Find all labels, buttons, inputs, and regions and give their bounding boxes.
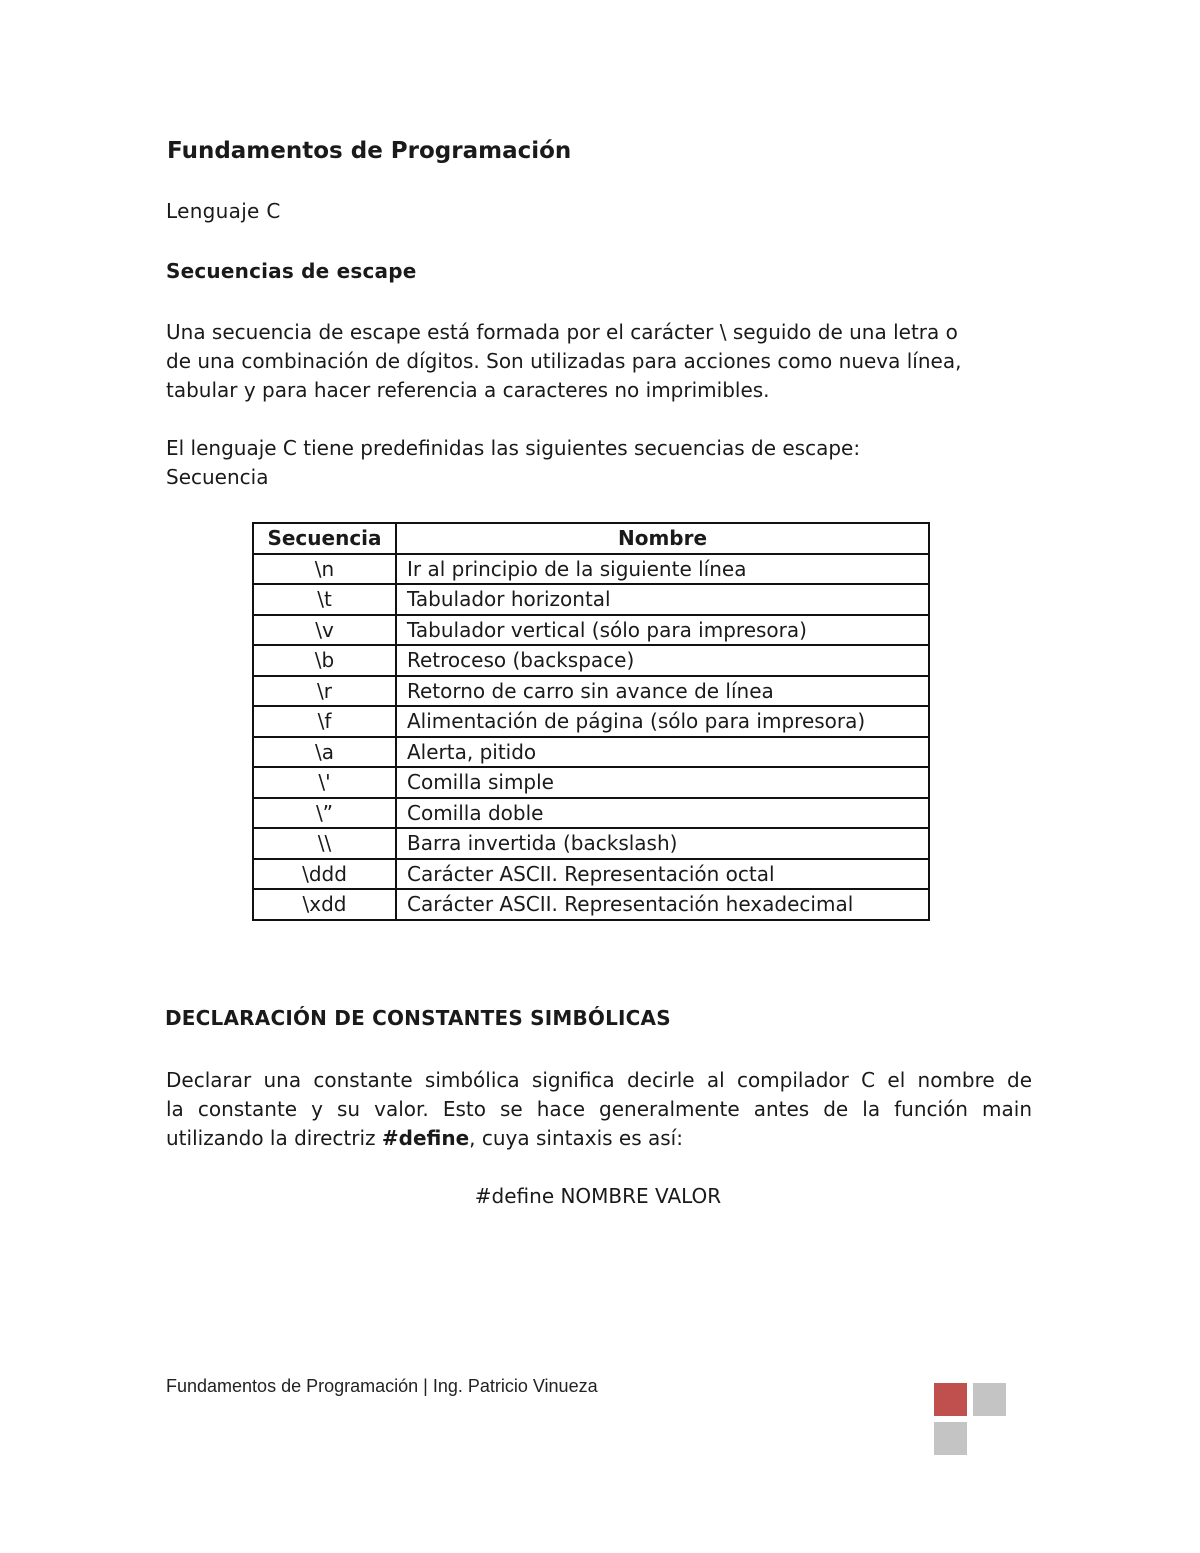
table-row bbox=[253, 859, 929, 890]
paragraph-line: Secuencia bbox=[166, 465, 269, 489]
sequence-cell: \t bbox=[253, 584, 396, 615]
define-keyword: #define bbox=[381, 1126, 470, 1150]
name-cell: Comilla doble bbox=[396, 798, 929, 829]
table-row bbox=[253, 706, 929, 737]
sequence-cell: \n bbox=[253, 554, 396, 585]
name-cell: Ir al principio de la siguiente línea bbox=[396, 554, 929, 585]
gray-square-icon bbox=[973, 1383, 1006, 1416]
predefined-intro-paragraph bbox=[166, 434, 860, 492]
paragraph-line: la constante y su valor. Esto se hace generalmente antes de la función main bbox=[166, 1097, 1032, 1121]
table-row bbox=[253, 615, 929, 646]
table-header-row bbox=[253, 523, 929, 554]
escape-section-heading: Secuencias de escape bbox=[166, 259, 417, 283]
header-name: Nombre bbox=[396, 523, 929, 554]
sequence-cell: \r bbox=[253, 676, 396, 707]
name-cell: Barra invertida (backslash) bbox=[396, 828, 929, 859]
constants-section-heading: DECLARACIÓN DE CONSTANTES SIMBÓLICAS bbox=[165, 1006, 671, 1030]
sequence-cell: \' bbox=[253, 767, 396, 798]
sequence-cell: \b bbox=[253, 645, 396, 676]
sequence-cell: \v bbox=[253, 615, 396, 646]
escape-sequences-table bbox=[252, 522, 930, 921]
sequence-cell: \ddd bbox=[253, 859, 396, 890]
document-title: Fundamentos de Programación bbox=[167, 138, 572, 164]
paragraph-line: de una combinación de dígitos. Son utilizadas para acciones como nueva línea, bbox=[166, 349, 962, 373]
header-sequence: Secuencia bbox=[253, 523, 396, 554]
table-row bbox=[253, 737, 929, 768]
sequence-cell: \xdd bbox=[253, 889, 396, 920]
name-cell: Alimentación de página (sólo para impresora) bbox=[396, 706, 929, 737]
table-row bbox=[253, 554, 929, 585]
name-cell: Tabulador vertical (sólo para impresora) bbox=[396, 615, 929, 646]
name-cell: Comilla simple bbox=[396, 767, 929, 798]
table-row bbox=[253, 584, 929, 615]
language-subtitle: Lenguaje C bbox=[166, 199, 281, 223]
paragraph-line bbox=[166, 1124, 1032, 1153]
paragraph-line: Una secuencia de escape está formada por el carácter \ seguido de una letra o bbox=[166, 320, 958, 344]
escape-description-paragraph bbox=[166, 318, 961, 405]
name-cell: Retorno de carro sin avance de línea bbox=[396, 676, 929, 707]
define-syntax-example: #define NOMBRE VALOR bbox=[474, 1184, 722, 1208]
sequence-cell: \a bbox=[253, 737, 396, 768]
gray-square-icon bbox=[934, 1422, 967, 1455]
name-cell: Carácter ASCII. Representación hexadecimal bbox=[396, 889, 929, 920]
red-square-icon bbox=[934, 1383, 967, 1416]
paragraph-text: , cuya sintaxis es así: bbox=[469, 1126, 683, 1150]
table-row bbox=[253, 828, 929, 859]
table-row bbox=[253, 645, 929, 676]
paragraph-text: utilizando la directriz bbox=[166, 1126, 382, 1150]
sequence-cell: \” bbox=[253, 798, 396, 829]
paragraph-line: Declarar una constante simbólica significa decirle al compilador C el nombre de bbox=[166, 1068, 1032, 1092]
name-cell: Tabulador horizontal bbox=[396, 584, 929, 615]
footer-squares-logo bbox=[934, 1383, 1008, 1457]
constants-description-paragraph bbox=[166, 1066, 1032, 1153]
name-cell: Retroceso (backspace) bbox=[396, 645, 929, 676]
table-row bbox=[253, 889, 929, 920]
table-row bbox=[253, 798, 929, 829]
page-footer: Fundamentos de Programación | Ing. Patricio Vinueza bbox=[166, 1376, 598, 1396]
sequence-cell: \f bbox=[253, 706, 396, 737]
table-row bbox=[253, 767, 929, 798]
table-row bbox=[253, 676, 929, 707]
sequence-cell: \\ bbox=[253, 828, 396, 859]
name-cell: Carácter ASCII. Representación octal bbox=[396, 859, 929, 890]
paragraph-line: El lenguaje C tiene predefinidas las siguientes secuencias de escape: bbox=[166, 436, 861, 460]
paragraph-line: tabular y para hacer referencia a caracteres no imprimibles. bbox=[166, 378, 770, 402]
name-cell: Alerta, pitido bbox=[396, 737, 929, 768]
